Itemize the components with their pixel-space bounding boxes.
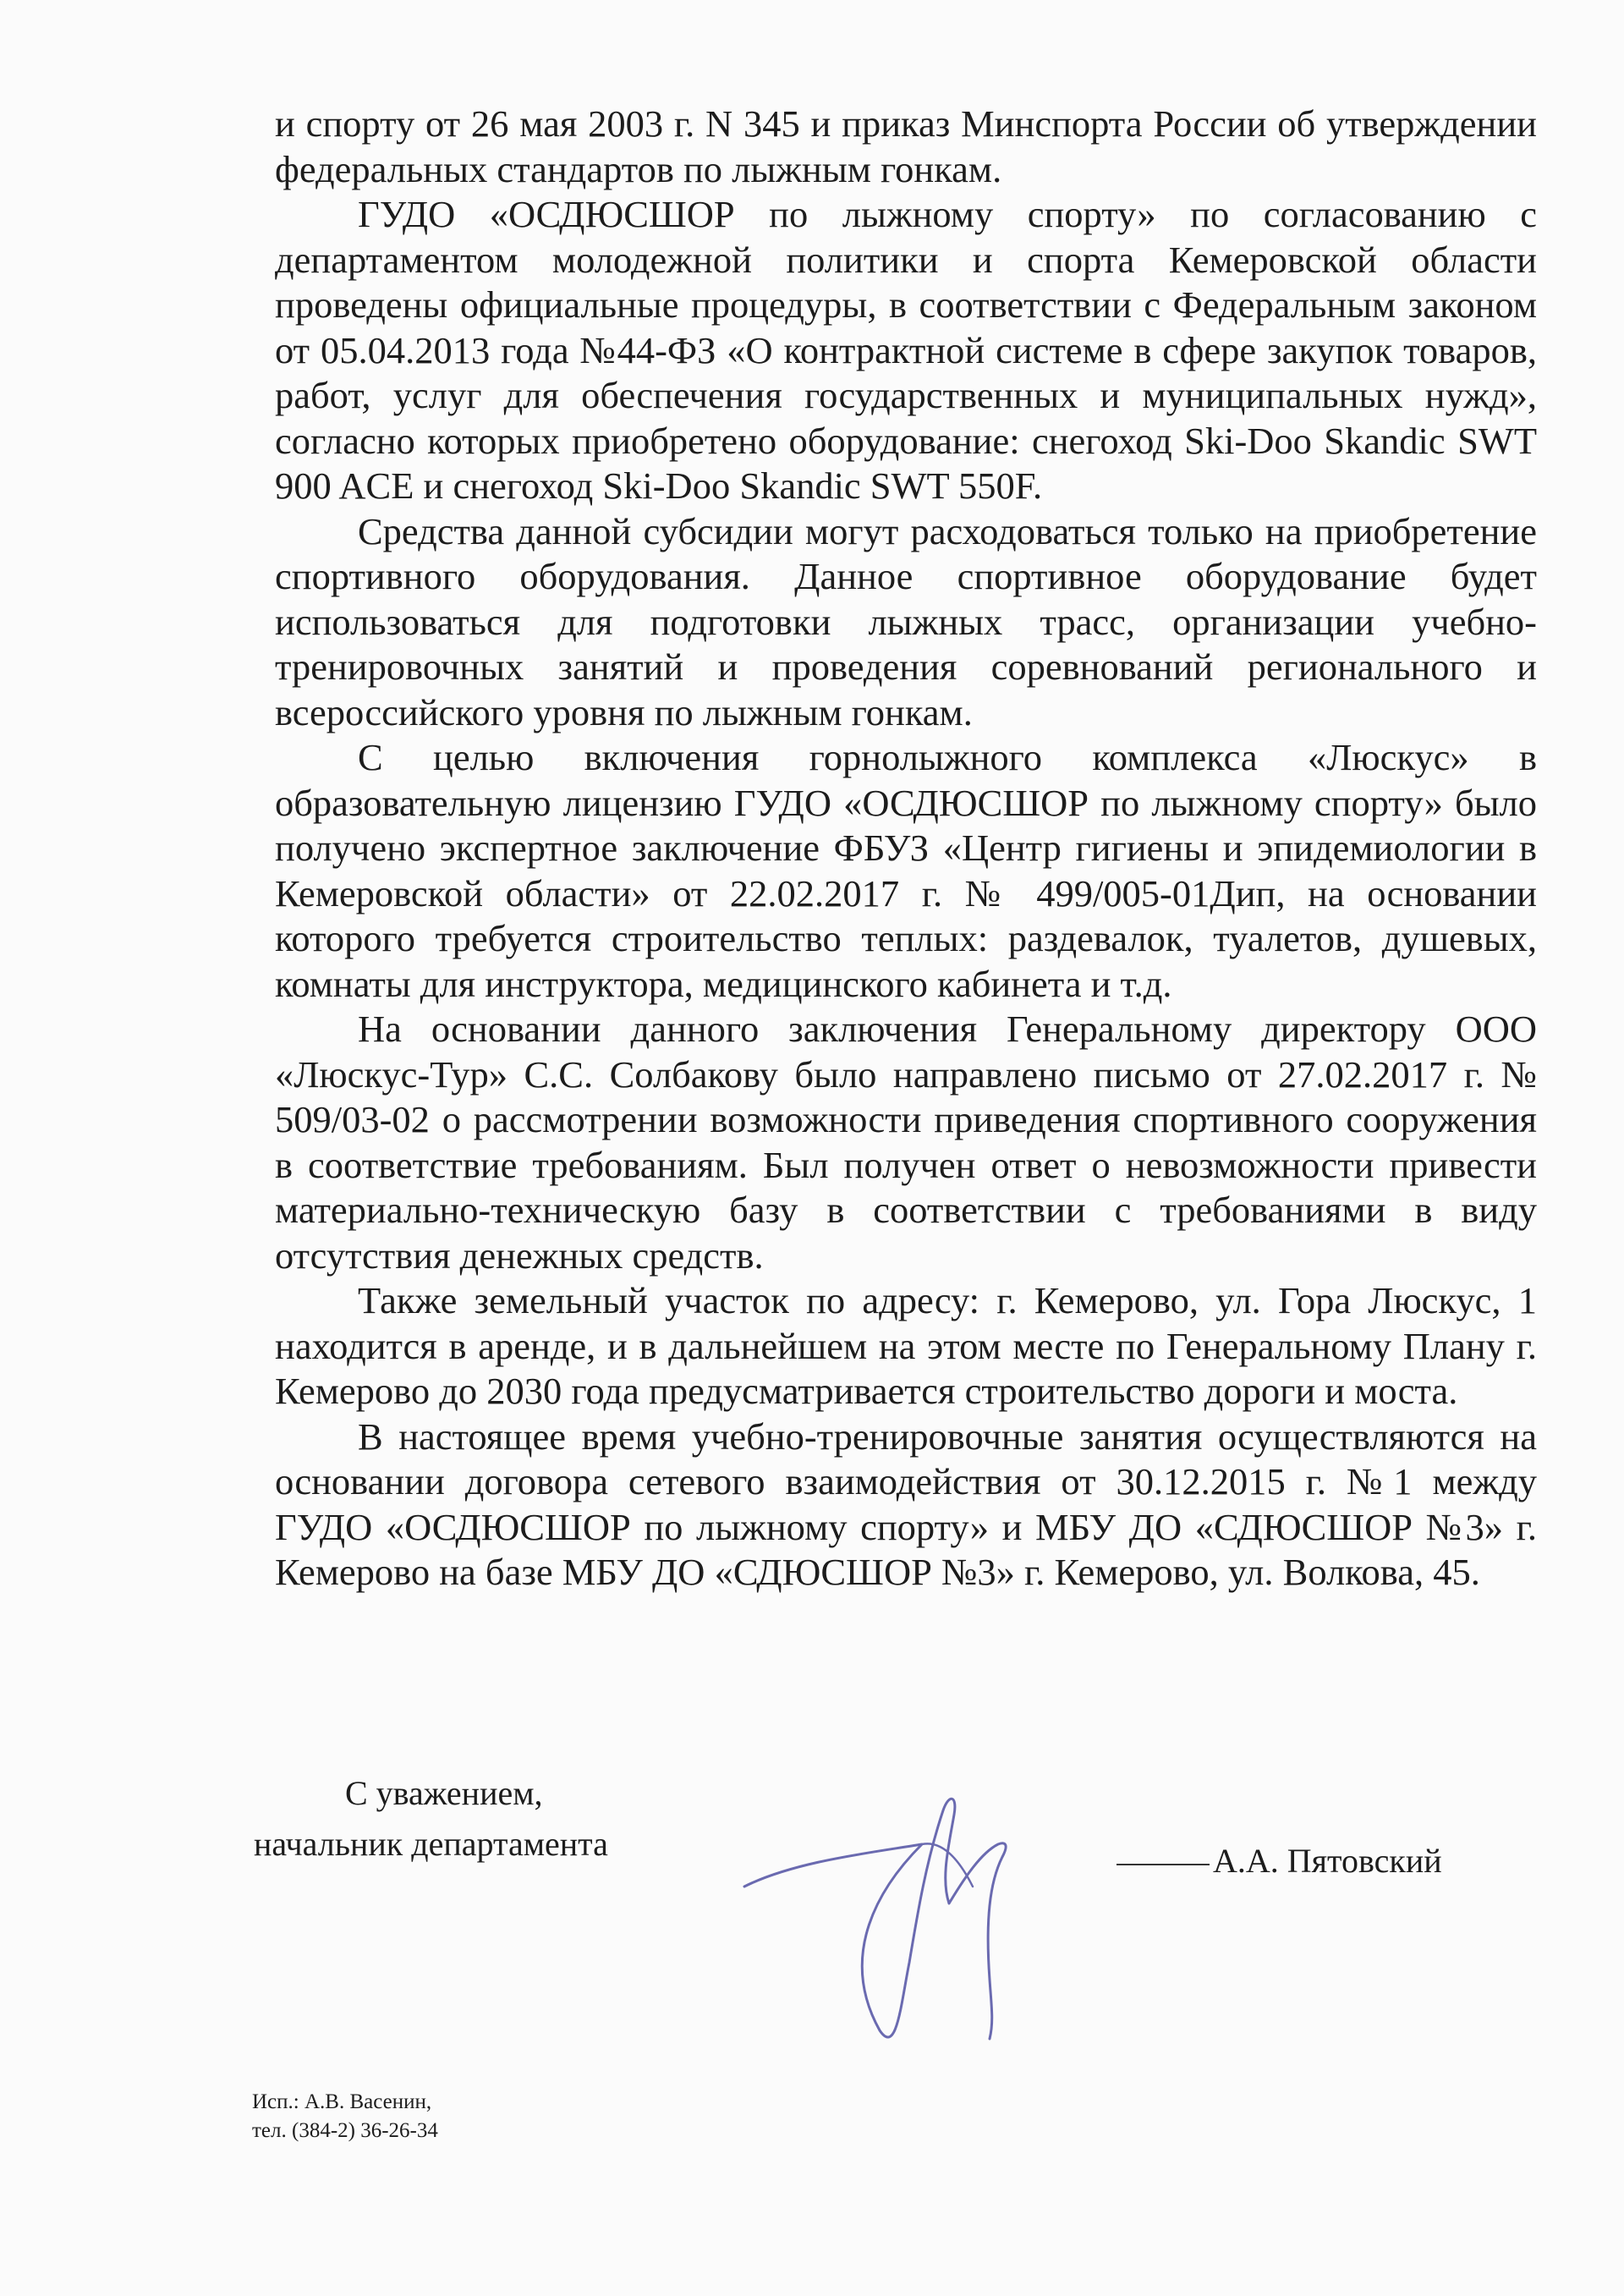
executor-name: Исп.: А.В. Васенин,: [252, 2090, 432, 2113]
closing-greeting: С уважением,: [345, 1774, 543, 1812]
signature-line: [1116, 1864, 1210, 1865]
paragraph-4: С целью включения горнолыжного комплекса «Люскус» в образовательную лицензию ГУДО «ОСДЮСШОР по лыжному спорту» было получено экспертное заключение ФБУЗ «Центр гигиены и эпидемиологии в Кемеровской области» от 22.02.2017 г. № 499/005-01Дип, на основании которого требуется строительство теплых: раздевалок, туалетов, душевых, комнаты для инструктора, медицинского кабинета и т.д.: [275, 736, 1537, 1005]
executor-phone: тел. (384-2) 36-26-34: [252, 2119, 438, 2142]
letter-body: [275, 102, 1537, 1596]
paragraph-2: ГУДО «ОСДЮСШОР по лыжному спорту» по согласованию с департаментом молодежной политики и спорта Кемеровской области проведены официальные процедуры, в соответствии с Федеральным законом от 05.04.2013 года №44-ФЗ «О контрактной системе в сфере закупок товаров, работ, услуг для обеспечения государственных и муниципальных нужд», согласно которых приобретено оборудование: снегоход Ski-Doo Skandic SWT 900 ACE и снегоход Ski-Doo Skandic SWT 550F.: [275, 193, 1537, 507]
paragraph-6: Также земельный участок по адресу: г. Кемерово, ул. Гора Люскус, 1 находится в аренде, и в дальнейшем на этом месте по Генеральному Плану г. Кемерово до 2030 года предусматривается строительство дороги и моста.: [275, 1279, 1537, 1412]
signer-block: [1116, 1836, 1489, 1887]
paragraph-7: В настоящее время учебно-тренировочные занятия осуществляются на основании договора сетевого взаимодействия от 30.12.2015 г. №1 между ГУДО «ОСДЮСШОР по лыжному спорту» и МБУ ДО «СДЮСШОР №3» г. Кемерово на базе МБУ ДО «СДЮСШОР №3» г. Кемерово, ул. Волкова, 45.: [275, 1414, 1537, 1593]
closing-block: [254, 1768, 608, 1870]
signer-position: начальник департамента: [254, 1825, 608, 1863]
executor-block: [252, 2088, 438, 2145]
paragraph-5: На основании данного заключения Генеральному директору ООО «Люскус-Тур» С.С. Солбакову было направлено письмо от 27.02.2017 г. № 509/03-02 о рассмотрении возможности приведения спортивного сооружения в соответствие требованиям. Был получен ответ о невозможности привести материально-техническую базу в соответствии с требованиями в виду отсутствия денежных средств.: [275, 1008, 1537, 1277]
paragraph-3: Средства данной субсидии могут расходоваться только на приобретение спортивного оборудования. Данное спортивное оборудование будет использоваться для подготовки лыжных трасс, организации учебно-тренировочных занятий и проведения соревнований регионального и всероссийского уровня по лыжным гонкам.: [275, 509, 1537, 733]
signer-name: А.А. Пятовский: [1213, 1842, 1442, 1880]
handwritten-signature-icon: [727, 1785, 1167, 2064]
paragraph-1: и спорту от 26 мая 2003 г. N 345 и приказ Минспорта России об утверждении федеральных стандартов по лыжным гонкам.: [275, 102, 1537, 190]
